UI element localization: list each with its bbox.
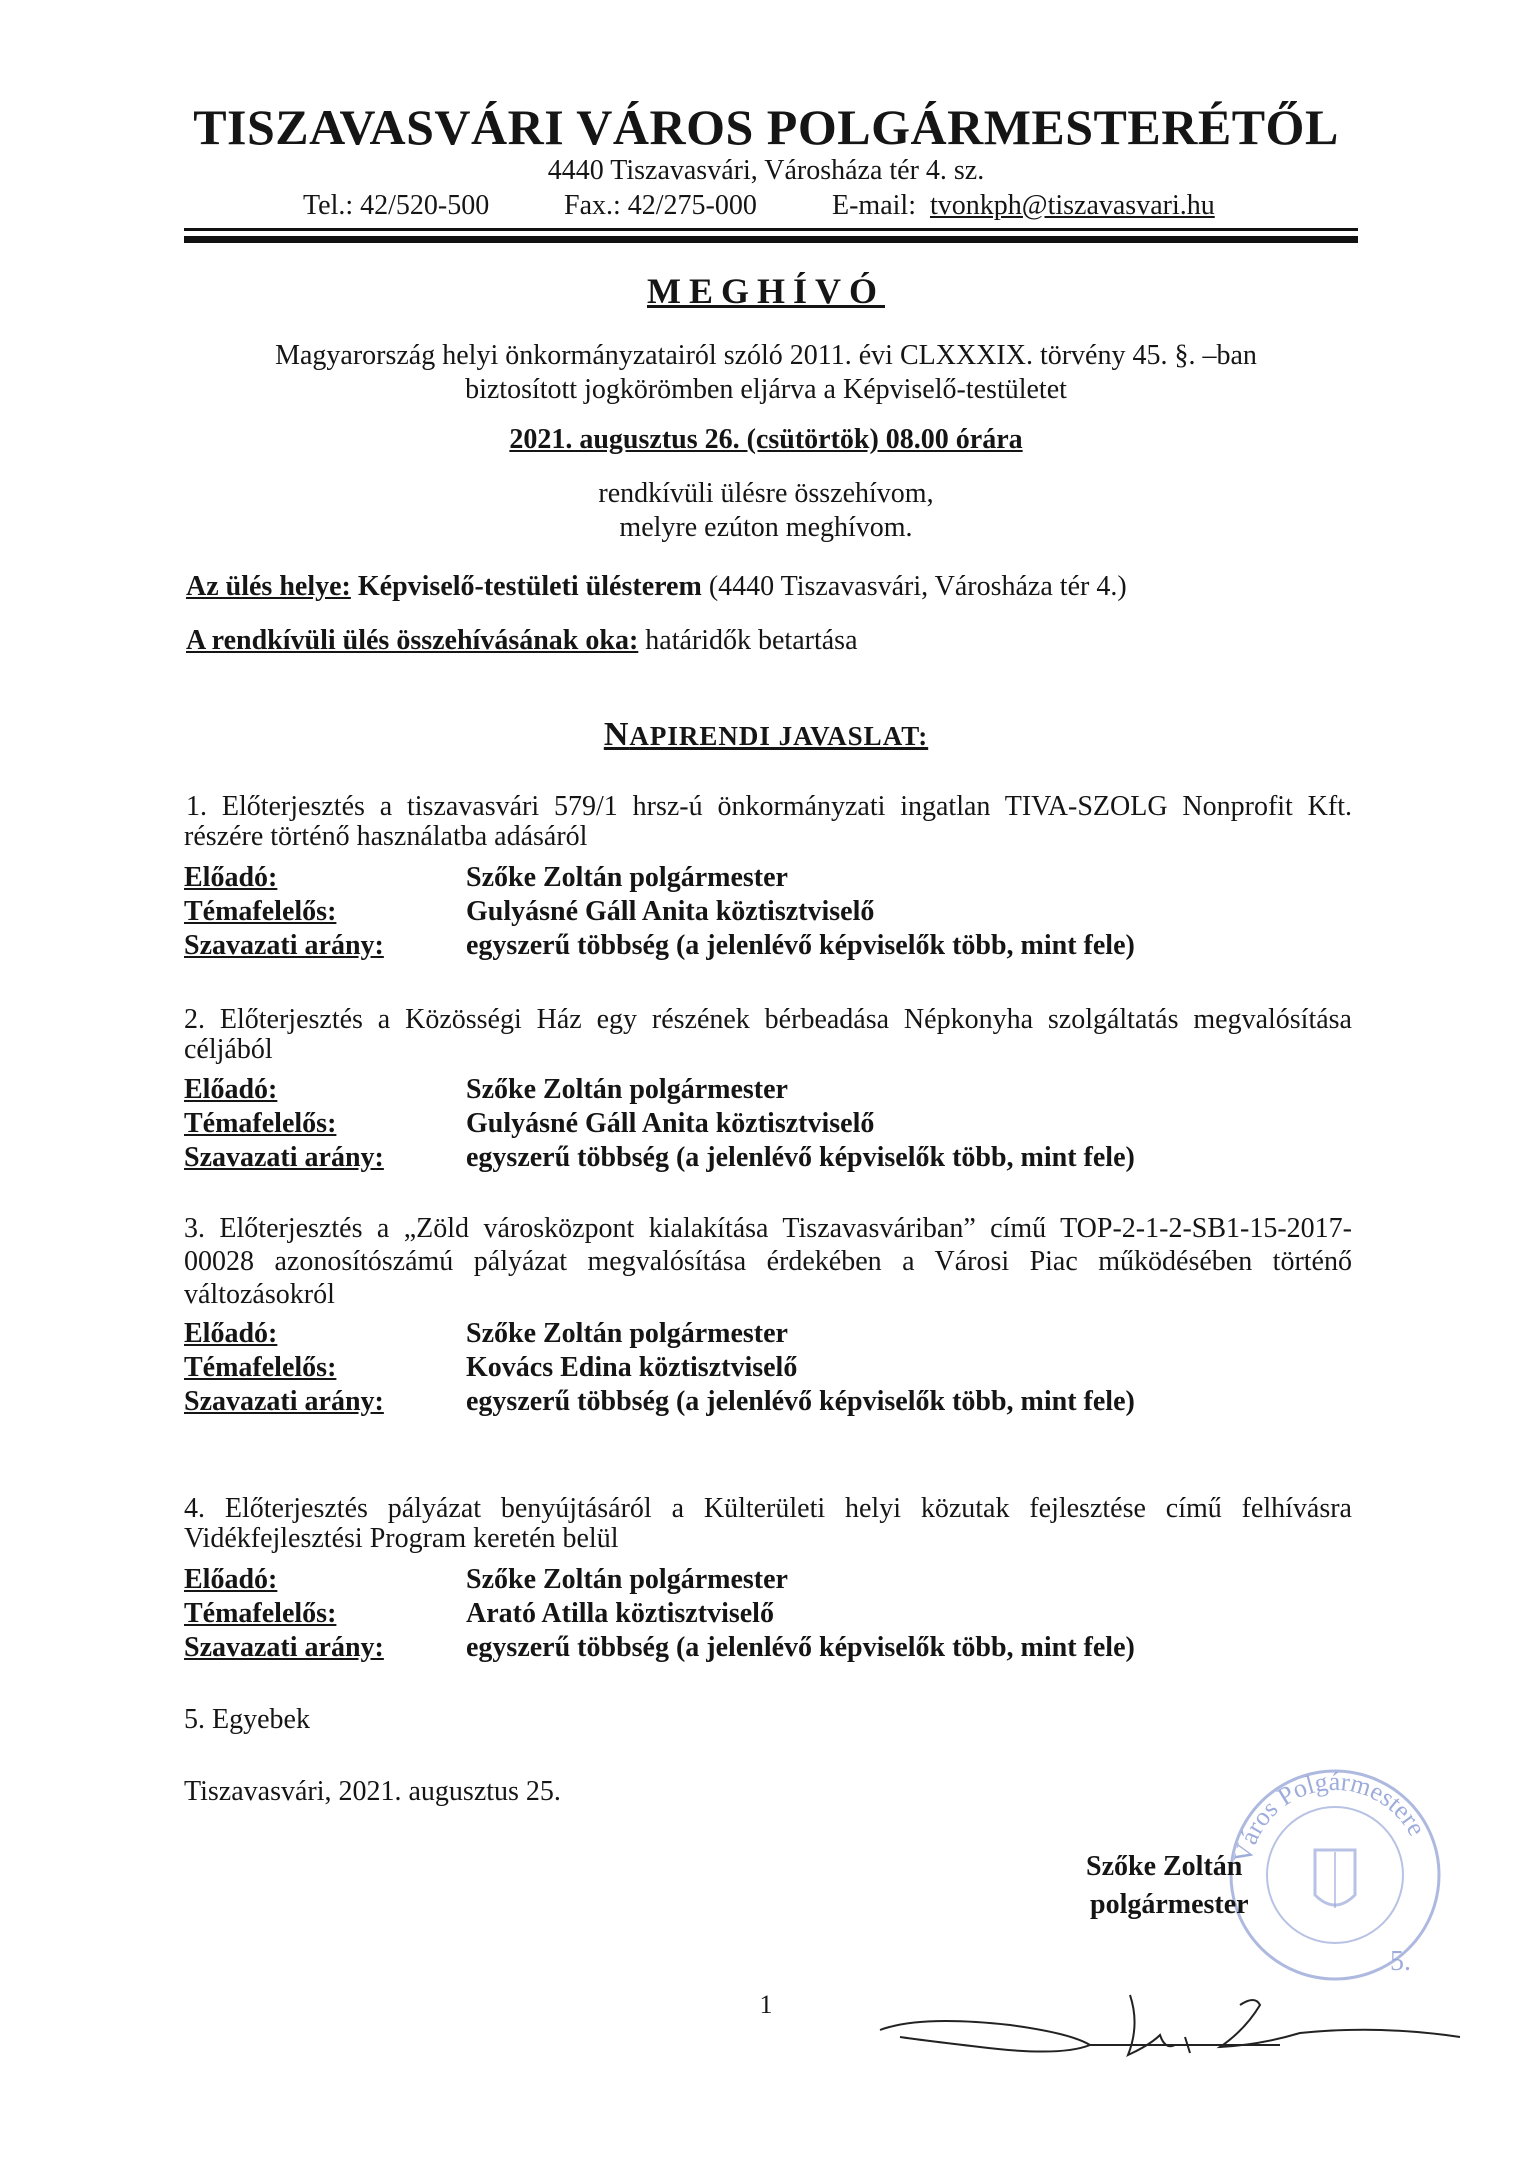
agenda-item-3-presenter: Szőke Zoltán polgármester	[466, 1318, 788, 1349]
meeting-date: 2021. augusztus 26. (csütörtök) 08.00 órára	[509, 424, 1023, 455]
agenda-item-1-presenter: Szőke Zoltán polgármester	[466, 862, 788, 893]
agenda-item-4-responsible: Arató Atilla köztisztviselő	[466, 1598, 774, 1629]
handwritten-signature	[860, 1975, 1480, 2095]
header-divider-thick	[184, 236, 1358, 243]
agenda-item-1-text: 1. Előterjesztés a tiszavasvári 579/1 hrsz-ú önkormányzati ingatlan TIVA-SZOLG Nonprofit Kft. részére történő használatba adásáról	[184, 791, 1352, 852]
responsible-label: Témafelelős:	[184, 896, 337, 927]
meeting-date-wrap	[0, 424, 1532, 456]
letterhead-address: 4440 Tiszavasvári, Városháza tér 4. sz.	[547, 155, 985, 186]
presenter-label: Előadó:	[184, 1318, 278, 1349]
agenda-item-4-vote: egyszerű többség (a jelenlévő képviselők több, mint fele)	[466, 1632, 1135, 1663]
intro-line-2: biztosított jogkörömben eljárva a Képviselő-testületet	[465, 374, 1067, 405]
agenda-item-1-vote: egyszerű többség (a jelenlévő képviselők több, mint fele)	[466, 930, 1135, 961]
agenda-item-1-responsible: Gulyásné Gáll Anita köztisztviselő	[466, 896, 875, 927]
reason-label: A rendkívüli ülés összehívásának oka:	[186, 625, 639, 656]
place-and-date: Tiszavasvári, 2021. augusztus 25.	[184, 1776, 561, 1807]
vote-label: Szavazati arány:	[184, 1632, 384, 1663]
presenter-label: Előadó:	[184, 862, 278, 893]
agenda-item-3-responsible: Kovács Edina köztisztviselő	[466, 1352, 798, 1383]
reason-line	[186, 625, 858, 657]
agenda-item-4-text: 4. Előterjesztés pályázat benyújtásáról a Külterületi helyi közutak fejlesztése című felhívásra Vidékfejlesztési Program keretén belül	[184, 1493, 1352, 1554]
email-address[interactable]: tvonkph@tiszavasvari.hu	[930, 190, 1215, 221]
agenda-item-5-text: 5. Egyebek	[184, 1704, 310, 1735]
stamp-number: 5.	[1390, 1946, 1411, 1977]
official-stamp	[1220, 1760, 1450, 1990]
letterhead-title: TISZAVASVÁRI VÁROS POLGÁRMESTERÉTŐL	[193, 99, 1339, 155]
agenda-item-2-presenter: Szőke Zoltán polgármester	[466, 1074, 788, 1105]
stamp-text: Város Polgármestere	[1227, 1766, 1432, 1866]
intro-line-1: Magyarország helyi önkormányzatairól szóló 2011. évi CLXXXIX. törvény 45. §. –ban	[275, 340, 1257, 371]
venue-address: (4440 Tiszavasvári, Városháza tér 4.)	[708, 571, 1127, 602]
phone-number: Tel.: 42/520-500	[303, 190, 490, 221]
agenda-item-2-responsible: Gulyásné Gáll Anita köztisztviselő	[466, 1108, 875, 1139]
venue-name: Képviselő-testületi ülésterem	[357, 571, 702, 602]
vote-label: Szavazati arány:	[184, 930, 384, 961]
reason-value: határidők betartása	[645, 625, 858, 656]
agenda-item-2-vote: egyszerű többség (a jelenlévő képviselők több, mint fele)	[466, 1142, 1135, 1173]
agenda-item-2-text: 2. Előterjesztés a Közösségi Ház egy részének bérbeadása Népkonyha szolgáltatás megvalósítása céljából	[184, 1004, 1352, 1065]
invite-line: melyre ezúton meghívom.	[619, 512, 913, 543]
agenda-item-3-text: 3. Előterjesztés a „Zöld városközpont kialakítása Tiszavasváriban” című TOP-2-1-2-SB1-15-2017-00028 azonosítószámú pályázat megvalósítása érdekében a Városi Piac működésében történő változásokról	[184, 1213, 1352, 1310]
email-label: E-mail:	[832, 190, 916, 221]
page-number: 1	[759, 1990, 773, 2019]
signer-name: Szőke Zoltán	[1086, 1851, 1243, 1882]
agenda-title	[0, 716, 1532, 754]
responsible-label: Témafelelős:	[184, 1352, 337, 1383]
fax-number: Fax.: 42/275-000	[564, 190, 757, 221]
venue-label: Az ülés helye:	[186, 571, 351, 602]
convene-line: rendkívüli ülésre összehívom,	[598, 478, 934, 509]
invitation-title: MEGHÍVÓ	[646, 271, 885, 311]
presenter-label: Előadó:	[184, 1564, 278, 1595]
agenda-title-initial: N	[603, 716, 630, 753]
responsible-label: Témafelelős:	[184, 1108, 337, 1139]
presenter-label: Előadó:	[184, 1074, 278, 1105]
agenda-item-3-vote: egyszerű többség (a jelenlévő képviselők több, mint fele)	[466, 1386, 1135, 1417]
signer-title: polgármester	[1090, 1889, 1249, 1920]
agenda-item-4-presenter: Szőke Zoltán polgármester	[466, 1564, 788, 1595]
vote-label: Szavazati arány:	[184, 1386, 384, 1417]
header-divider-thin	[184, 228, 1358, 231]
vote-label: Szavazati arány:	[184, 1142, 384, 1173]
responsible-label: Témafelelős:	[184, 1598, 337, 1629]
venue-line	[186, 571, 1127, 603]
agenda-title-rest: APIRENDI JAVASLAT:	[629, 721, 929, 751]
